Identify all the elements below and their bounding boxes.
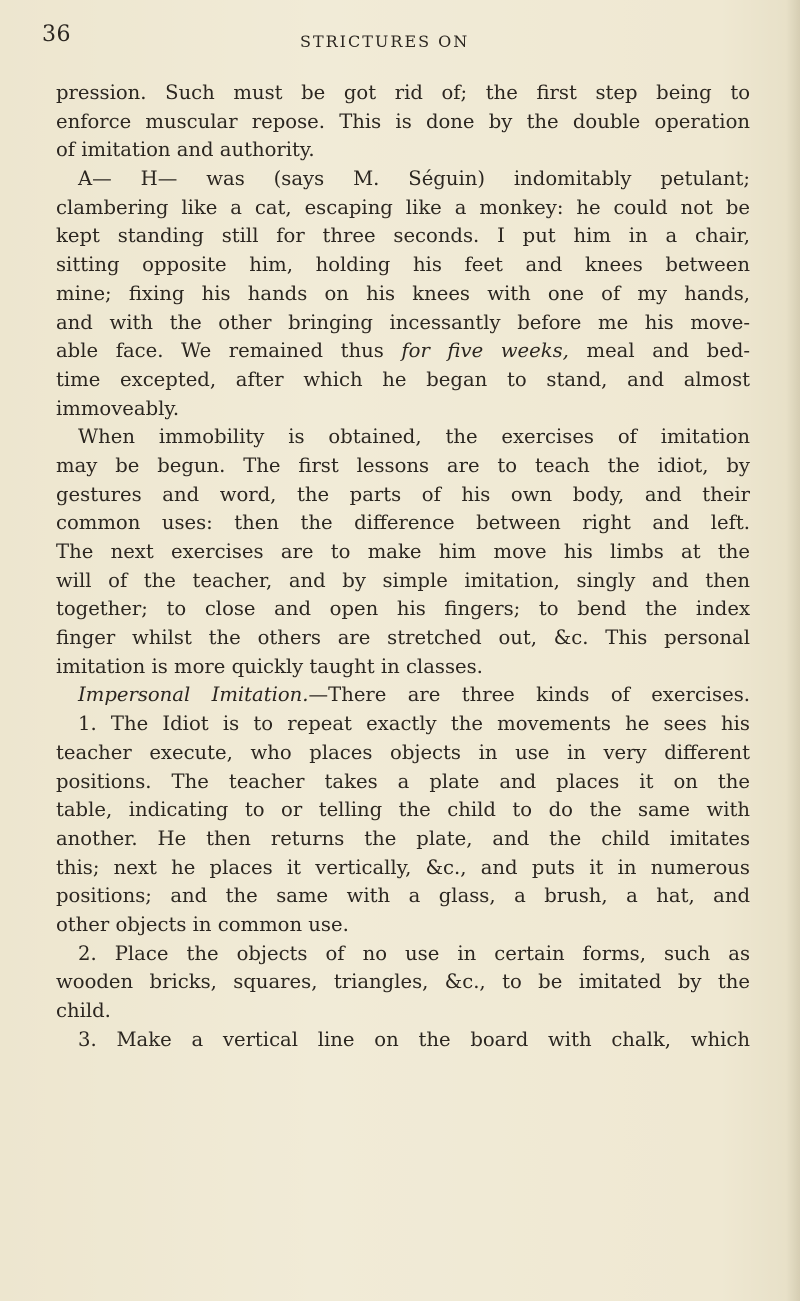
text-line: When immobility is obtained, the exercises of imitation (78, 425, 750, 449)
text-line: may be begun. The first lessons are to teach the idiot, by (56, 453, 750, 477)
text-line: will of the teacher, and by simple imitation, singly and then (56, 568, 750, 592)
text-line: imitation is more quickly taught in classes. (56, 654, 483, 678)
text-line: A— H— was (says M. Séguin) indomitably petulant; (78, 167, 750, 191)
italic-phrase: for five weeks, (401, 339, 569, 363)
text-segment: —There are three kinds of exercises. (308, 683, 750, 707)
section-heading-italic: Impersonal Imitation. (78, 683, 309, 707)
text-line: common uses: then the difference between right and left. (56, 511, 750, 535)
text-line: time excepted, after which he began to stand, and almost (56, 367, 750, 391)
text-line: and with the other bringing incessantly before me his move- (56, 310, 750, 334)
text-line: of imitation and authority. (56, 138, 315, 162)
text-line: enforce muscular repose. This is done by the double operation (56, 109, 750, 133)
text-line: another. He then returns the plate, and the child imitates (56, 826, 750, 850)
text-line-mixed (56, 337, 750, 366)
text-line: together; to close and open his fingers; to bend the index (56, 597, 750, 621)
text-line-mixed (56, 681, 750, 710)
text-line: immoveably. (56, 396, 180, 420)
text-line: 3. Make a vertical line on the board with chalk, which (78, 1027, 750, 1051)
text-line: finger whilst the others are stretched out, &c. This personal (56, 626, 750, 650)
text-line: wooden bricks, squares, triangles, &c., to be imitated by the (56, 970, 750, 994)
text-line: teacher execute, who places objects in use in very different (56, 740, 750, 764)
text-line: The next exercises are to make him move his limbs at the (56, 540, 750, 563)
text-line: positions. The teacher takes a plate and places it on the (56, 769, 750, 793)
text-line: pression. Such must be got rid of; the first step being to (56, 81, 750, 104)
text-line: this; next he places it vertically, &c., and puts it in numerous (56, 855, 750, 879)
text-line: 1. The Idiot is to repeat exactly the movements he sees his (78, 712, 750, 736)
text-line: 2. Place the objects of no use in certain forms, such as (78, 941, 750, 965)
text-line: kept standing still for three seconds. I put him in a chair, (56, 224, 750, 248)
body-text (56, 79, 750, 1054)
text-segment: able face. We remained thus (56, 339, 384, 363)
text-line: sitting opposite him, holding his feet and knees between (56, 253, 750, 277)
text-line: child. (56, 999, 111, 1022)
text-line: gestures and word, the parts of his own body, and their (56, 482, 750, 506)
text-line: positions; and the same with a glass, a brush, a hat, and (56, 884, 750, 908)
page-edge-shadow (786, 0, 800, 1301)
text-line: other objects in common use. (56, 912, 349, 936)
text-line: clambering like a cat, escaping like a monkey: he could not be (56, 195, 750, 219)
text-line: mine; fixing his hands on his knees with one of my hands, (56, 281, 750, 305)
running-head: STRICTURES ON (300, 32, 470, 51)
page-number: 36 (42, 22, 71, 47)
text-segment: meal and bed- (586, 339, 750, 363)
text-line: table, indicating to or telling the child to do the same with (56, 798, 750, 822)
